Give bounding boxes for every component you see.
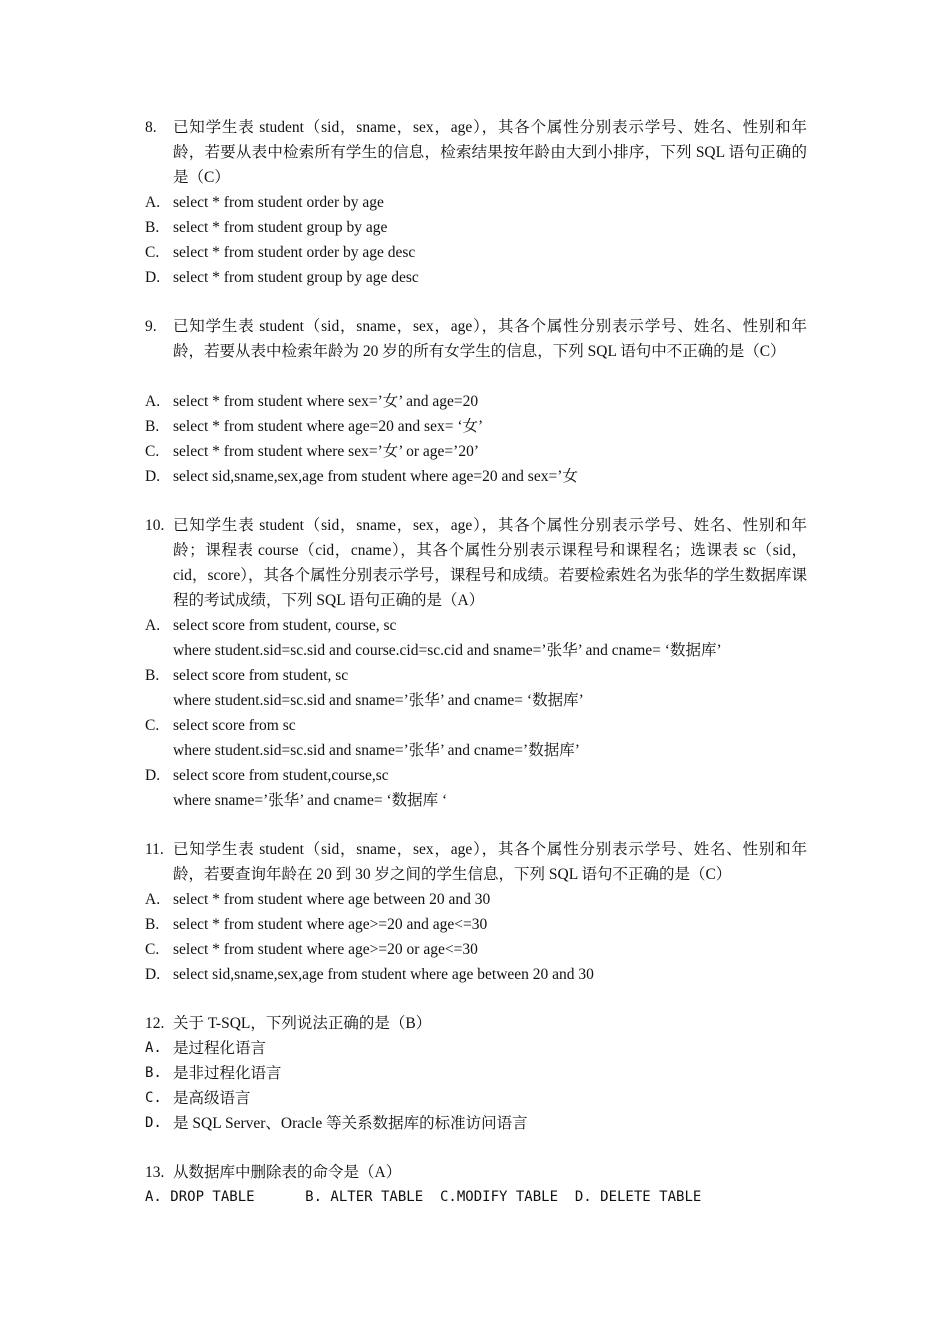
- option-label: A.: [145, 1040, 162, 1056]
- option-text: select sid,sname,sex,age from student where age=20 and sex=’女: [173, 468, 578, 485]
- option-label: B.: [145, 916, 160, 933]
- question-9-stem: [145, 314, 815, 389]
- option-text: 是 SQL Server、Oracle 等关系数据库的标准访问语言: [173, 1115, 528, 1132]
- option-label: B.: [145, 418, 160, 435]
- question-number: 11.: [145, 841, 164, 858]
- option-label: D.: [145, 966, 161, 983]
- option-text: select * from student order by age: [173, 194, 384, 211]
- option-label: A.: [145, 617, 161, 634]
- option-text: where student.sid=sc.sid and sname=’张华’ and cname= ‘数据库’: [173, 692, 584, 709]
- question-number: 9.: [145, 318, 157, 335]
- question-10-stem: [145, 513, 815, 613]
- option-label: A.: [145, 393, 161, 410]
- option-text: select * from student where age=20 and sex= ‘女’: [173, 418, 484, 435]
- option-label: A.: [145, 891, 161, 908]
- option-text: select score from student, sc: [173, 667, 349, 684]
- question-number: 12.: [145, 1015, 165, 1032]
- option-label: C.: [145, 443, 160, 460]
- option-text: select * from student where sex=’女’ and age=20: [173, 393, 479, 410]
- option-text: select * from student group by age desc: [173, 269, 419, 286]
- option-label: C.: [145, 1090, 162, 1106]
- option-text: 是高级语言: [173, 1090, 251, 1107]
- question-text: 关于 T-SQL，下列说法正确的是（B）: [173, 1015, 432, 1032]
- option-label: C.: [145, 717, 160, 734]
- option-text: select * from student where age between 20 and 30: [173, 891, 491, 908]
- option-label: D.: [145, 767, 161, 784]
- question-text: 已知学生表 student（sid，sname，sex，age），其各个属性分别表示学号、姓名、性别和年龄，若要从表中检索所有学生的信息，检索结果按年龄由大到小排序，下列 SQL 语句正确的是（C）: [173, 119, 807, 186]
- question-13-options: A. DROP TABLE B. ALTER TABLE C.MODIFY TABLE D. DELETE TABLE: [145, 1189, 702, 1205]
- option-label: A.: [145, 194, 161, 211]
- option-text: select sid,sname,sex,age from student where age between 20 and 30: [173, 966, 594, 983]
- option-text: select * from student where age>=20 or age<=30: [173, 941, 478, 958]
- option-text: select * from student where age>=20 and age<=30: [173, 916, 488, 933]
- option-text: 是非过程化语言: [173, 1065, 282, 1082]
- option-label: D.: [145, 1115, 162, 1131]
- question-text: 已知学生表 student（sid，sname，sex，age），其各个属性分别表示学号、姓名、性别和年龄，若要查询年龄在 20 到 30 岁之间的学生信息，下列 SQL 语句不正确的是（C）: [173, 841, 807, 883]
- option-text: select * from student order by age desc: [173, 244, 416, 261]
- option-text: select score from student, course, sc: [173, 617, 397, 634]
- option-label: B.: [145, 219, 160, 236]
- question-11-stem: [145, 837, 815, 887]
- option-text: where student.sid=sc.sid and course.cid=sc.cid and sname=’张华’ and cname= ‘数据库’: [173, 642, 722, 659]
- question-text: 已知学生表 student（sid，sname，sex，age），其各个属性分别表示学号、姓名、性别和年龄，若要从表中检索年龄为 20 岁的所有女学生的信息，下列 SQL 语句中不正确的是（C）: [173, 318, 807, 360]
- question-number: 13.: [145, 1164, 165, 1181]
- question-text: 已知学生表 student（sid，sname，sex，age），其各个属性分别表示学号、姓名、性别和年龄；课程表 course（cid，cname），其各个属性分别表示课程号和课程名；选课表 sc（sid，cid，score），其各个属性分别表示学号，课程号和成绩。若要检索姓名为张华的学生数据库课程的考试成绩，下列 SQL 语句正确的是（A）: [173, 517, 807, 609]
- option-text: where sname=’张华’ and cname= ‘数据库 ‘: [173, 792, 448, 809]
- option-text: select score from sc: [173, 717, 296, 734]
- option-label: D.: [145, 468, 161, 485]
- question-8-stem: [145, 115, 815, 190]
- option-text: select score from student,course,sc: [173, 767, 389, 784]
- option-text: 是过程化语言: [173, 1040, 267, 1057]
- option-label: C.: [145, 941, 160, 958]
- option-label: B.: [145, 667, 160, 684]
- option-text: where student.sid=sc.sid and sname=’张华’ and cname=’数据库’: [173, 742, 580, 759]
- option-text: select * from student where sex=’女’ or age=’20’: [173, 443, 479, 460]
- question-number: 8.: [145, 119, 157, 136]
- option-text: select * from student group by age: [173, 219, 388, 236]
- option-label: C.: [145, 244, 160, 261]
- question-number: 10.: [145, 517, 165, 534]
- option-label: B.: [145, 1065, 162, 1081]
- option-label: D.: [145, 269, 161, 286]
- question-text: 从数据库中删除表的命令是（A）: [173, 1164, 402, 1181]
